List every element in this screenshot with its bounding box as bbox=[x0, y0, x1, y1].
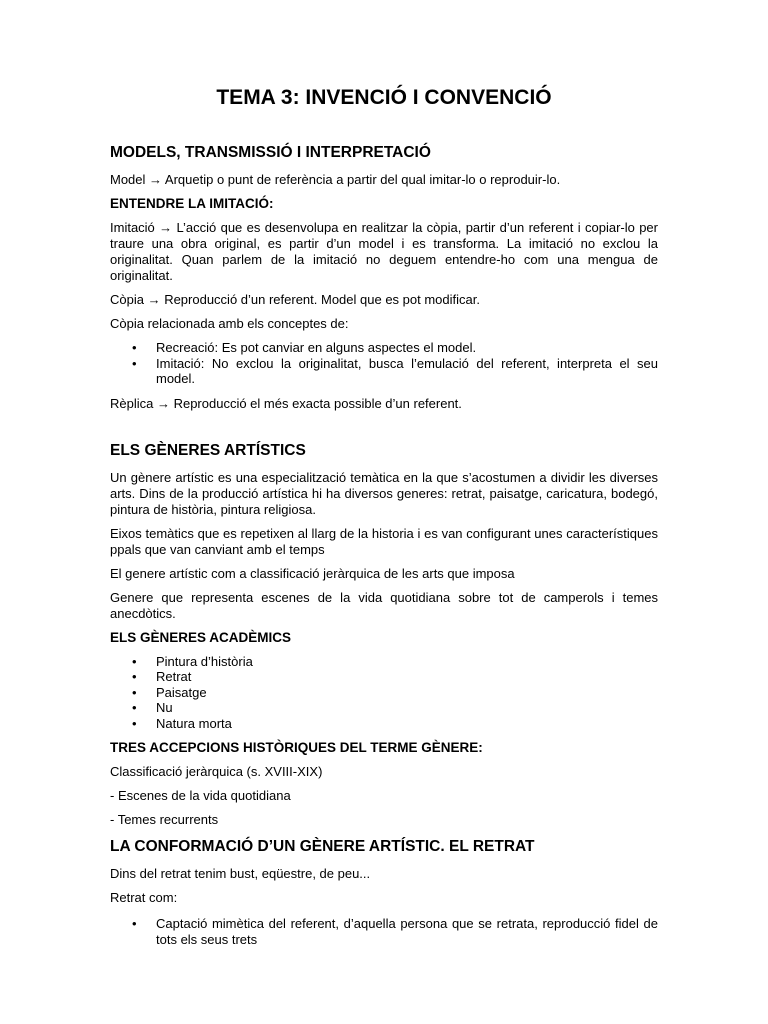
list-item: • Nu bbox=[156, 700, 658, 716]
paragraph: - Escenes de la vida quotidiana bbox=[110, 788, 291, 803]
section-heading-retrat: LA CONFORMACIÓ D’UN GÈNERE ARTÍSTIC. EL RETRAT bbox=[110, 838, 535, 855]
concepts-list bbox=[110, 340, 658, 387]
paragraph: El genere artístic com a classificació jeràrquica de les arts que imposa bbox=[110, 565, 515, 581]
replica-definition: Rèplica → Reproducció el més exacta possible d’un referent. bbox=[110, 395, 462, 411]
paragraph: Classificació jeràrquica (s. XVIII-XIX) bbox=[110, 764, 323, 779]
paragraph: Retrat com: bbox=[110, 890, 178, 905]
list-item: • Recreació: Es pot canviar en alguns aspectes el model. bbox=[156, 340, 658, 356]
list-item: • Imitació: No exclou la originalitat, busca l’emulació del referent, interpreta el seu model. bbox=[156, 356, 658, 387]
subheading-entendre-imitacio: ENTENDRE LA IMITACIÓ: bbox=[110, 196, 274, 211]
document-title: TEMA 3: INVENCIÓ I CONVENCIÓ bbox=[216, 86, 552, 109]
document-page bbox=[110, 86, 658, 956]
copia-concepts-intro: Còpia relacionada amb els conceptes de: bbox=[110, 316, 349, 331]
subheading-generes-academics: ELS GÈNERES ACADÈMICS bbox=[110, 629, 292, 645]
section-heading-generes: ELS GÈNERES ARTÍSTICS bbox=[110, 441, 306, 459]
copia-definition: Còpia → Reproducció d’un referent. Model que es pot modificar. bbox=[110, 292, 480, 307]
model-definition: Model → Arquetip o punt de referència a partir del qual imitar-lo o reproduir-lo. bbox=[110, 172, 561, 187]
subheading-accepcions: TRES ACCEPCIONS HISTÒRIQUES DEL TERME GÈNERE: bbox=[110, 740, 483, 755]
retrat-list bbox=[110, 916, 658, 947]
paragraph: Eixos temàtics que es repetixen al llarg de la historia i es van configurant unes característiques ppals que van canviant amb el temps bbox=[110, 525, 658, 557]
section-heading-models: MODELS, TRANSMISSIÓ I INTERPRETACIÓ bbox=[110, 144, 431, 161]
list-item: • Captació mimètica del referent, d’aquella persona que se retrata, reproducció fidel de tots els seus trets bbox=[156, 916, 658, 947]
paragraph: Un gènere artístic es una especialització temàtica en la que s’acostumen a dividir les diverses arts. Dins de la producció artística hi ha diversos generes: retrat, paisatge, caricatura, bodegó, pintura de història, pintura religiosa. bbox=[110, 469, 658, 517]
paragraph: Genere que representa escenes de la vida quotidiana sobre tot de camperols i temes anecdòtics. bbox=[110, 589, 658, 621]
paragraph: Dins del retrat tenim bust, eqüestre, de peu... bbox=[110, 866, 371, 881]
list-item: • Paisatge bbox=[156, 685, 658, 701]
imitacio-definition: Imitació → L’acció que es desenvolupa en realitzar la còpia, partir d’un referent i copiar-lo per traure una obra original, es partir d’un model i es transforma. La imitació no exclou la originalitat. Quan parlem de la imitació no deguem entendre-ho com una mengua de originalitat. bbox=[110, 220, 658, 283]
list-item: • Natura morta bbox=[156, 716, 658, 732]
paragraph: - Temes recurrents bbox=[110, 812, 219, 827]
list-item: • Retrat bbox=[156, 669, 658, 685]
list-item: • Pintura d’història bbox=[156, 654, 658, 670]
academics-list bbox=[110, 654, 658, 732]
